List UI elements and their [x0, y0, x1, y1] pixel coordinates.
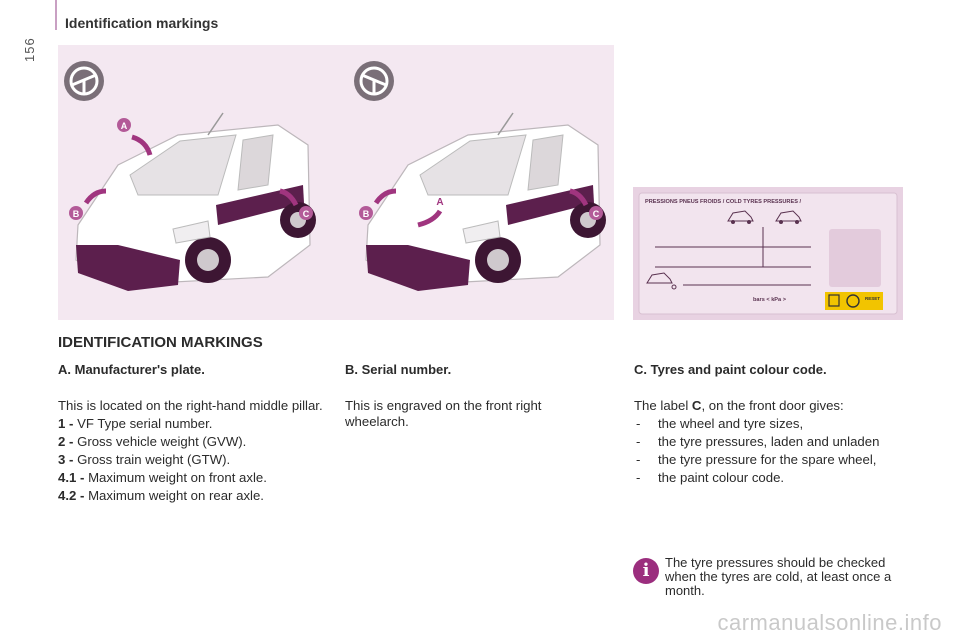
callout-a-left — [117, 118, 150, 155]
tyre-pressure-label-illustration — [633, 187, 903, 320]
list-item: 1 - VF Type serial number. — [58, 416, 213, 431]
tyre-label-panel — [633, 187, 903, 320]
van-body — [76, 113, 316, 291]
svg-text:A: A — [120, 121, 128, 131]
serial-number-heading: B. Serial number. — [345, 362, 452, 377]
manufacturer-plate-intro: This is located on the right-hand middle pillar. — [58, 398, 323, 413]
van-illustration-left — [58, 45, 336, 320]
list-item: - the paint colour code. — [634, 470, 904, 486]
manufacturer-plate-items — [58, 416, 328, 504]
list-item: 4.1 - Maximum weight on front axle. — [58, 470, 267, 485]
tyres-paint-list — [634, 416, 904, 486]
tyres-paint-intro: The label C, on the front door gives: — [634, 398, 844, 413]
svg-text:B: B — [72, 209, 80, 219]
svg-text:B: B — [362, 209, 370, 219]
svg-text:bars < kPa >: bars < kPa > — [753, 297, 786, 303]
van-illustration-right — [348, 45, 614, 320]
manufacturer-plate-heading: A. Manufacturer's plate. — [58, 362, 205, 377]
column-manufacturer-plate — [58, 362, 328, 506]
svg-text:PRESSIONS PNEUS FROIDS / C: PRESSIONS PNEUS FROIDS / COLD TYRES PRESSURES / — [645, 199, 802, 205]
list-item: - the tyre pressures, laden and unladen — [634, 434, 904, 450]
list-item: - the wheel and tyre sizes, — [634, 416, 904, 432]
info-icon: i — [633, 558, 659, 584]
list-item: 4.2 - Maximum weight on rear axle. — [58, 488, 264, 503]
column-serial-number — [345, 362, 605, 432]
header-accent-bar — [55, 0, 57, 30]
watermark: carmanualsonline.info — [717, 610, 942, 635]
list-item: 2 - Gross vehicle weight (GVW). — [58, 434, 247, 449]
list-item: - the tyre pressure for the spare wheel, — [634, 452, 904, 468]
svg-text:C: C — [592, 209, 600, 219]
section-title: IDENTIFICATION MARKINGS — [58, 334, 263, 351]
column-tyres-paint — [634, 362, 904, 488]
page-number: 156 — [22, 37, 37, 62]
list-item: 3 - Gross train weight (GTW). — [58, 452, 231, 467]
serial-number-intro: This is engraved on the front right wheelarch. — [345, 398, 542, 429]
page-title: Identification markings — [65, 15, 219, 31]
svg-text:RESET: RESET — [865, 296, 881, 301]
tyres-paint-heading: C. Tyres and paint colour code. — [634, 362, 827, 377]
info-note: The tyre pressures should be checked when the tyres are cold, at least once a month. — [665, 555, 892, 598]
illustration-panel — [58, 45, 614, 320]
steering-wheel-right-icon — [354, 61, 394, 101]
svg-text:A: A — [436, 197, 444, 208]
svg-text:C: C — [302, 209, 310, 219]
van-body — [366, 113, 606, 291]
steering-wheel-left-icon — [64, 61, 104, 101]
